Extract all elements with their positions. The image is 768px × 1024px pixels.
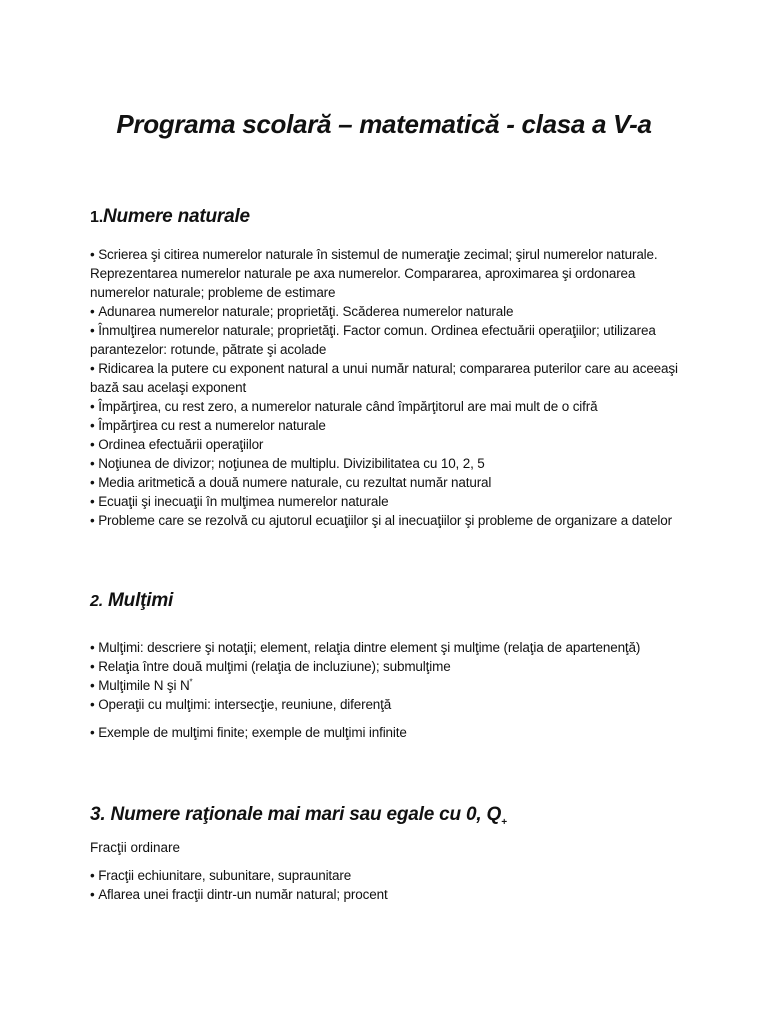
section-heading — [90, 206, 690, 228]
topic-list — [90, 245, 690, 530]
list-item: • Mulţimi: descriere şi notaţii; element, relaţia dintre element şi mulţime (relaţia de apartenenţă) — [90, 638, 690, 657]
list-item: • Înmulţirea numerelor naturale; proprietăţi. Factor comun. Ordinea efectuării operaţiilor; utilizarea parantezelor: rotunde, pătrate şi acolade — [90, 321, 690, 359]
section-title: Mulţimi — [108, 590, 174, 611]
list-item: • Fracţii echiunitare, subunitare, supraunitare — [90, 866, 690, 885]
list-item: • Adunarea numerelor naturale; proprietăţi. Scăderea numerelor naturale — [90, 302, 690, 321]
list-item: • Ecuaţii şi inecuaţii în mulţimea numerelor naturale — [90, 492, 690, 511]
list-item: • Media aritmetică a două numere naturale, cu rezultat număr natural — [90, 473, 690, 492]
list-item — [90, 676, 690, 695]
section-number: 1. — [90, 209, 103, 226]
list-item: • Ridicarea la putere cu exponent natural a unui număr natural; compararea puterilor care au aceeaşi bază sau acelaşi exponent — [90, 359, 690, 397]
list-item: • Probleme care se rezolvă cu ajutorul ecuaţiilor şi al inecuaţiilor şi probleme de organizare a datelor — [90, 511, 690, 530]
list-item: • Operaţii cu mulţimi: intersecţie, reuniune, diferenţă — [90, 695, 690, 714]
section-heading — [90, 590, 690, 612]
list-item: • Scrierea şi citirea numerelor naturale în sistemul de numeraţie zecimal; şirul numerelor naturale. Reprezentarea numerelor naturale pe axa numerelor. Compararea, aproximarea şi ordonarea numerelor naturale; probleme de estimare — [90, 245, 690, 302]
section-title: Numere raţionale mai mari sau egale cu 0, Q — [110, 804, 502, 825]
superscript-star: * — [189, 677, 193, 687]
document-title: Programa scolară – matematică - clasa a V-a — [116, 109, 652, 140]
section-number: 2. — [90, 593, 103, 610]
list-item: • Împărţirea cu rest a numerelor naturale — [90, 416, 690, 435]
section-numere-naturale — [90, 206, 690, 530]
section-heading — [90, 804, 690, 828]
subsection-heading: Fracţii ordinare — [90, 839, 181, 855]
topic-list — [90, 866, 690, 904]
list-item: • Împărţirea, cu rest zero, a numerelor naturale când împărţitorul are mai mult de o cifră — [90, 397, 690, 416]
section-number: 3. — [90, 804, 106, 825]
section-multimi — [90, 590, 690, 742]
list-item: • Relaţia între două mulţimi (relaţia de incluziune); submulţime — [90, 657, 690, 676]
section-title: Numere naturale — [102, 206, 250, 227]
topic-list — [90, 638, 690, 742]
list-item: • Noţiunea de divizor; noţiunea de multiplu. Divizibilitatea cu 10, 2, 5 — [90, 454, 690, 473]
list-item: • Aflarea unei fracţii dintr-un număr natural; procent — [90, 885, 690, 904]
list-item-text: Mulţimile N şi N — [98, 678, 190, 693]
list-item: • Ordinea efectuării operaţiilor — [90, 435, 690, 454]
title-subscript: + — [501, 816, 507, 828]
list-item: • Exemple de mulţimi finite; exemple de mulţimi infinite — [90, 723, 690, 742]
section-numere-rationale — [90, 804, 690, 904]
